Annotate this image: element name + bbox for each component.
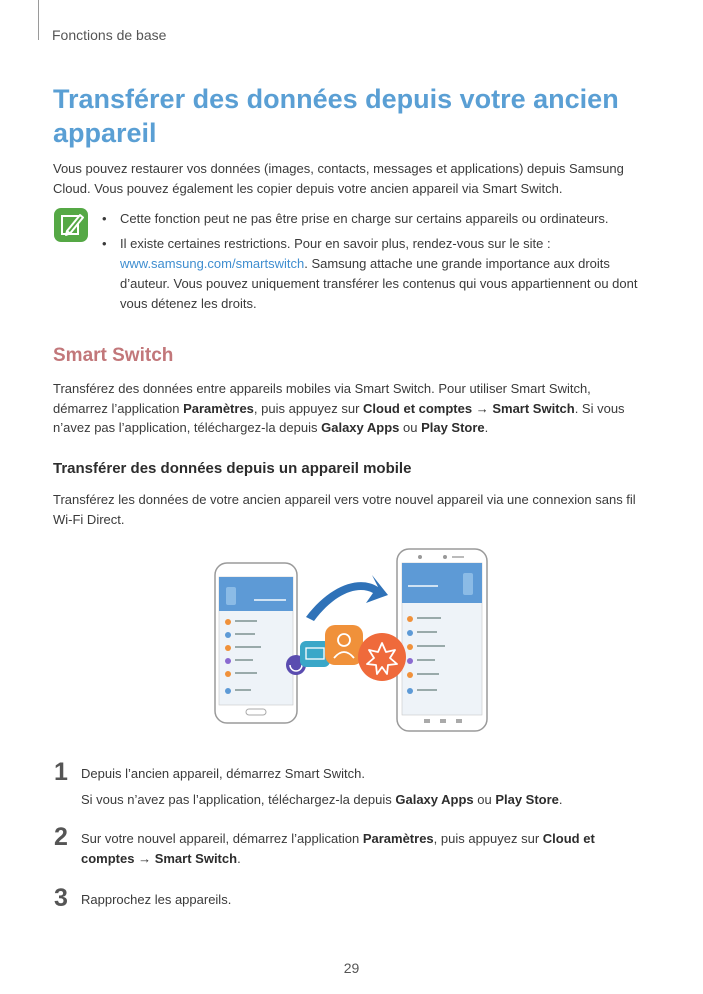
running-header: Fonctions de base: [52, 27, 167, 43]
step-number: 3: [54, 884, 68, 912]
subsection-paragraph: Transférez les données de votre ancien appareil vers votre nouvel appareil via une connexion sans fil Wi-Fi Direct.: [53, 492, 636, 527]
transfer-illustration: [210, 545, 500, 740]
note-item-text: Il existe certaines restrictions. Pour en savoir plus, rendez-vous sur le site :: [120, 236, 551, 251]
note-item-text: Cette fonction peut ne pas être prise en charge sur certains appareils ou ordinateurs.: [120, 211, 609, 226]
step-number: 2: [54, 823, 68, 851]
step-text: Sur votre nouvel appareil, démarrez l’application Paramètres, puis appuyez sur Cloud et comptes → Smart Switch.: [81, 831, 595, 866]
note-list: [102, 209, 642, 319]
smart-switch-paragraph: Transférez des données entre appareils mobiles via Smart Switch. Pour utiliser Smart Switch, démarrez l’application Paramètres, puis appuyez sur Cloud et comptes → Smart Switch. Si vous n’avez pas l’application, téléchargez-la depuis Galaxy Apps ou Play Store.: [53, 381, 625, 435]
page-number: 29: [343, 960, 360, 976]
header-rule: [38, 0, 39, 40]
section-title: Smart Switch: [53, 345, 174, 366]
page-title: Transférer des données depuis votre ancien appareil: [53, 84, 619, 148]
note-item: [102, 234, 642, 314]
bullet: •: [102, 236, 107, 251]
step-text: Depuis l’ancien appareil, démarrez Smart Switch.: [81, 766, 365, 781]
old-phone-illustration: [215, 563, 297, 723]
new-phone-illustration: [397, 549, 487, 731]
note-item: [102, 209, 642, 229]
intro-paragraph: Vous pouvez restaurer vos données (images, contacts, messages et applications) depuis Samsung Cloud. Vous pouvez également les copier depuis votre ancien appareil via Smart Switch.: [53, 161, 624, 196]
transfer-arrow-icon: [306, 575, 388, 621]
step-number: 1: [54, 758, 68, 786]
note-item-text: . Samsung attache une grande importance aux droits d’auteur. Vous pouvez uniquement transférer les contenus qui vous appartiennent ou dont vous détenez les droits.: [120, 256, 638, 311]
step-text: Rapprochez les appareils.: [81, 892, 232, 907]
step-extra: Si vous n’avez pas l’application, téléchargez-la depuis Galaxy Apps ou Play Store.: [81, 792, 563, 807]
bullet: •: [102, 211, 107, 226]
data-icons: [286, 625, 406, 681]
smartswitch-link[interactable]: www.samsung.com/smartswitch: [120, 256, 305, 271]
subsection-title: Transférer des données depuis un appareil mobile: [53, 460, 412, 477]
note-pencil-icon: [54, 208, 88, 242]
